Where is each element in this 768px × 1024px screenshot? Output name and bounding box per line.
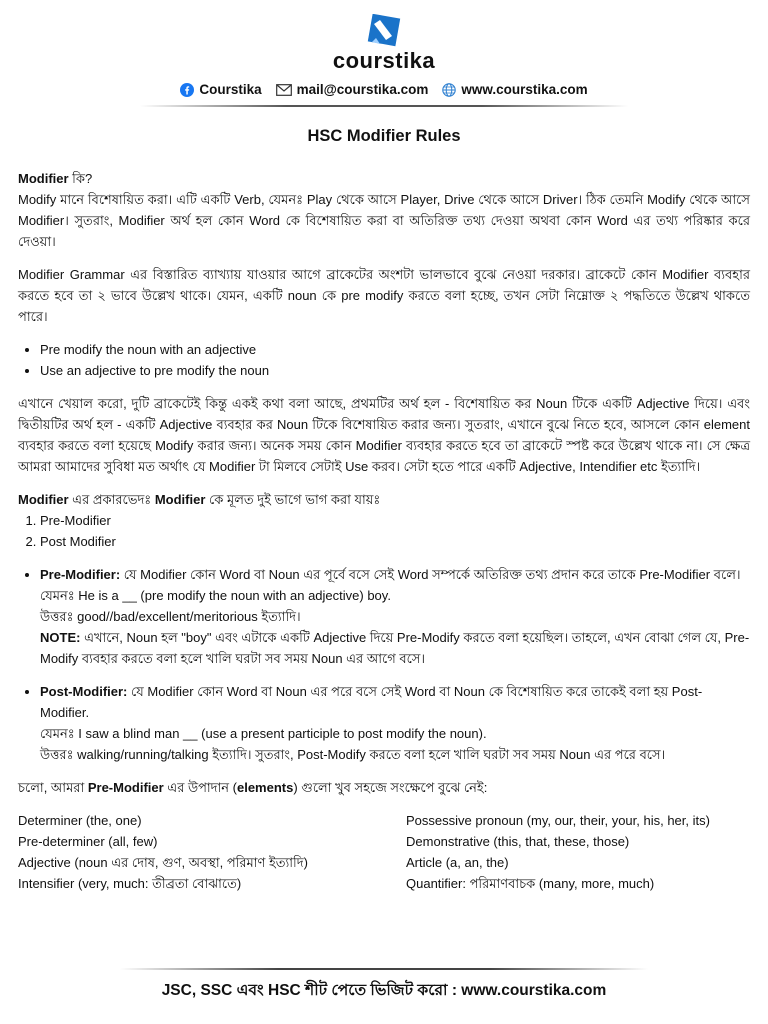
elements-intro-b: Pre-Modifier — [87, 780, 164, 795]
post-modifier-term: Post-Modifier: — [40, 684, 128, 699]
website-contact[interactable] — [442, 82, 587, 97]
pre-modifier-definition: যে Modifier কোন Word বা Noun এর পূর্বে বসে সেই Word সম্পর্কে অতিরিক্ত তথ্য প্রদান করে তাকে Pre-Modifier বলে। — [120, 567, 741, 582]
courstika-logo-icon — [366, 14, 402, 48]
note-label: NOTE: — [40, 630, 81, 645]
classification-mid: এর প্রকারভেদঃ — [68, 492, 155, 507]
contact-bar — [0, 82, 768, 97]
elements-grid — [18, 810, 750, 894]
classification-term-1: Modifier — [18, 492, 69, 507]
element-item: Possessive pronoun (my, our, their, your, his, her, its) — [406, 813, 710, 828]
facebook-icon — [180, 83, 194, 97]
explanation-paragraph: এখানে খেয়াল করো, দুটি ব্রাকেটেই কিন্তু একই কথা বলা আছে, প্রথমটির অর্থ হল - বিশেষায়িত কর Noun টিকে একটি Adjective দিয়ে। এবং দ্বিতীয়টির অর্থ হল - একটি Adjective ব্যবহার কর Noun টিকে বিশেষায়িত করার জন্য। সুতরাং, এখানে বুঝে নিতে হবে, আসলে কোন element ব্যবহার করতে বলা হয়েছে Modify করার জন্য। অনেক সময় কোন Modifier ব্যবহার করতে হবে তা ব্রাকেটে স্পষ্ট করে উল্লেখ থাকে না। সে ক্ষেত্র আমরা আমাদের সুবিধা মত অর্থাৎ যে Modifier টা মিলবে সেটাই Use করব। সেটা হতে পারে একটি Adjective, Intendifier etc ইত্যাদি। — [18, 396, 750, 474]
question-term: Modifier — [18, 171, 69, 186]
elements-intro-e: ) গুলো খুব সহজে সংক্ষেপে বুঝে নেই: — [293, 780, 488, 795]
email-contact[interactable] — [276, 82, 429, 97]
element-item: Demonstrative (this, that, these, those) — [406, 834, 630, 849]
elements-intro-a: চলো, আমরা — [18, 780, 88, 795]
list-item: 2. Post Modifier — [40, 531, 750, 552]
element-item: Article (a, an, the) — [406, 855, 509, 870]
question-suffix: কি? — [68, 171, 93, 186]
list-item: • Use an adjective to pre modify the noun — [40, 360, 750, 381]
post-modifier-definition: যে Modifier কোন Word বা Noun এর পরে বসে সেই Word বা Noun কে বিশেষায়িত করে তাকেই বলা হয় Post-Modifier. — [40, 684, 703, 720]
elements-intro-d: elements — [236, 780, 294, 795]
element-item: Quantifier: পরিমাণবাচক (many, more, much) — [406, 876, 655, 891]
pre-modifier-item — [40, 564, 750, 669]
pre-modifier-note: এখানে, Noun হল "boy" এবং এটাকে একটি Adjective দিয়ে Pre-Modify করতে বলা হয়েছিল। তাহলে, এখন বোঝা গেল যে, Pre-Modify ব্যবহার করতে বলা হলে খালি ঘরটা সব সময় Noun এর আগে বসে। — [40, 630, 750, 666]
element-item: Pre-determiner (all, few) — [18, 834, 158, 849]
mail-icon — [276, 84, 292, 96]
footer-divider — [120, 968, 648, 970]
modifier-definitions-list — [18, 564, 750, 765]
post-modifier-answer: উত্তরঃ walking/running/talking ইত্যাদি। সুতরাং, Post-Modify করতে বলা হলে খালি ঘরটা সব সময় Noun এর পরে বসে। — [40, 747, 666, 762]
classification-heading — [18, 489, 750, 510]
intro-paragraph-1: Modify মানে বিশেষায়িত করা। এটি একটি Verb, যেমনঃ Play থেকে আসে Player, Drive থেকে আসে Driver। ঠিক তেমনি Modify থেকে আসে Modifier। সুতরাং, Modifier অর্থ হল কোন Word কে বিশেষায়িত করা বা অতিরিক্ত তথ্য দেওয়া অথবা কোন Word এর তথ্য পরিষ্কার করে দেওয়া। — [18, 192, 750, 249]
bracket-examples-list — [18, 339, 750, 381]
pre-modifier-example: যেমনঃ He is a __ (pre modify the noun with an adjective) boy. — [40, 588, 391, 603]
elements-intro — [18, 777, 750, 798]
header-divider — [140, 105, 628, 107]
globe-icon — [442, 83, 456, 97]
pre-modifier-answer: উত্তরঃ good//bad/excellent/meritorious ইত্যাদি। — [40, 609, 301, 624]
page-header — [0, 0, 768, 107]
question-heading — [18, 168, 750, 189]
elements-intro-c: এর উপাদান ( — [163, 780, 237, 795]
intro-paragraph-2: Modifier Grammar এর বিস্তারিত ব্যাখ্যায় যাওয়ার আগে ব্রাকেটের অংশটা ভালভাবে বুঝে নেওয়া দরকার। ব্রাকেটে কোন Modifier ব্যবহার করতে হবে তা ২ ভাবে উল্লেখ থাকে। যেমন, একটি noun কে pre modify করতে বলা হচ্ছে, তখন সেটা নিম্নোক্ত ২ পদ্ধতিতে উল্লেখ থাকতে পারে। — [18, 267, 750, 324]
email-label: mail@courstika.com — [296, 82, 429, 97]
document-body — [0, 146, 768, 894]
classification-rest: কে মূলত দুই ভাগে ভাগ করা যায়ঃ — [205, 492, 381, 507]
brand-name: courstika — [332, 48, 436, 73]
pre-modifier-term: Pre-Modifier: — [40, 567, 121, 582]
list-item: 1. Pre-Modifier — [40, 510, 750, 531]
page-title: HSC Modifier Rules — [307, 127, 461, 145]
list-item: • Pre modify the noun with an adjective — [40, 339, 750, 360]
element-item: Intensifier (very, much: তীব্রতা বোঝাতে) — [18, 876, 242, 891]
post-modifier-example: যেমনঃ I saw a blind man __ (use a present participle to post modify the noun). — [40, 726, 487, 741]
classification-term-2: Modifier — [154, 492, 206, 507]
modifier-types-list — [18, 510, 750, 552]
facebook-contact[interactable] — [180, 82, 261, 97]
element-item: Determiner (the, one) — [18, 813, 142, 828]
facebook-label: Courstika — [199, 82, 262, 97]
footer-banner: JSC, SSC এবং HSC শীট পেতে ভিজিট করো : www.courstika.com — [161, 982, 607, 999]
element-item: Adjective (noun এর দোষ, গুণ, অবস্থা, পরিমাণ ইত্যাদি) — [18, 855, 308, 870]
post-modifier-item — [40, 681, 750, 765]
website-label: www.courstika.com — [461, 82, 588, 97]
